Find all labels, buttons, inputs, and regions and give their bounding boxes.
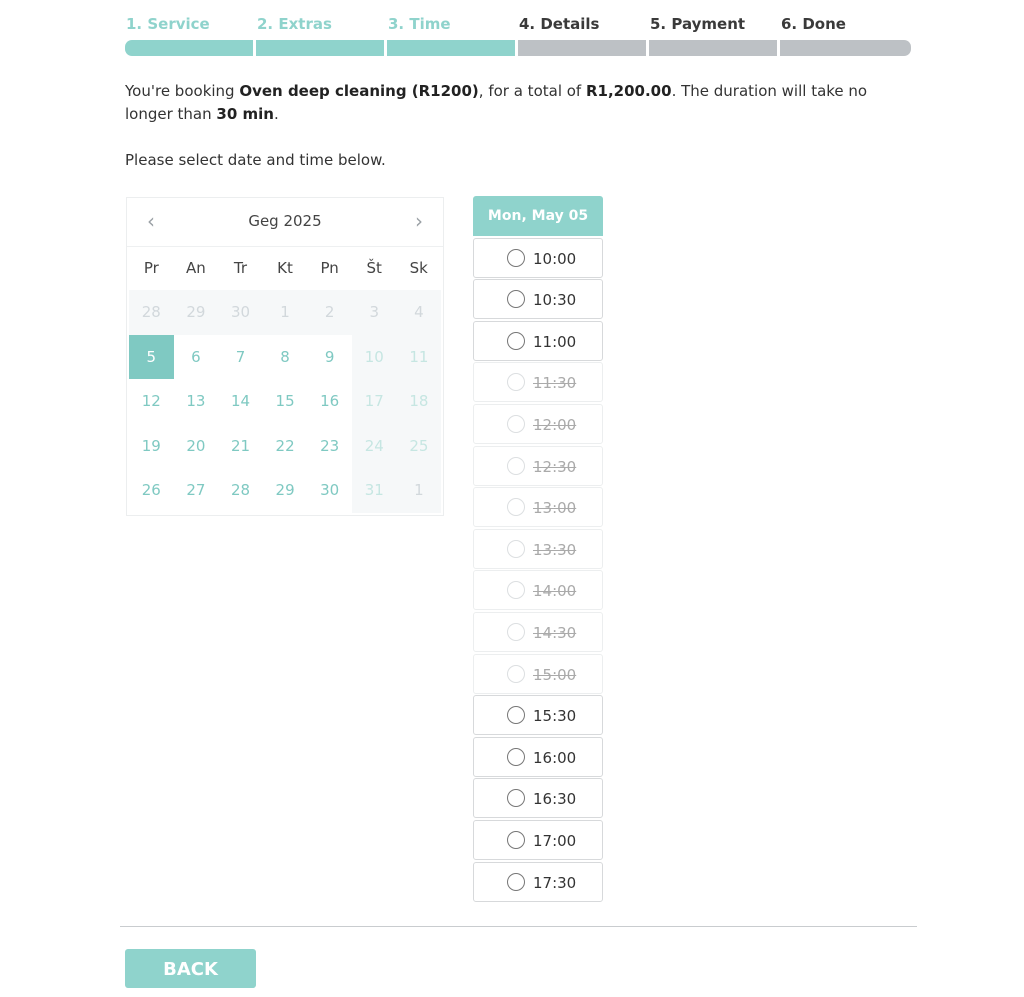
booking-summary bbox=[125, 80, 910, 126]
weekday-label: Št bbox=[366, 259, 382, 277]
calendar-day[interactable]: 17 bbox=[352, 379, 397, 424]
time-slot[interactable] bbox=[473, 862, 603, 902]
weekday-label: Sk bbox=[409, 259, 428, 277]
progress-steps bbox=[125, 14, 912, 56]
time-slot-label: 17:30 bbox=[533, 873, 577, 892]
step-bar bbox=[518, 40, 646, 56]
time-slot-label: 13:30 bbox=[533, 540, 577, 559]
weekday-label: Pr bbox=[143, 259, 159, 277]
calendar-day[interactable]: 30 bbox=[320, 481, 340, 499]
calendar-day[interactable]: 26 bbox=[141, 481, 161, 499]
chevron-left-icon[interactable]: ‹ bbox=[147, 209, 155, 233]
time-slot bbox=[473, 404, 603, 444]
radio-icon[interactable] bbox=[507, 290, 525, 308]
calendar-day: 29 bbox=[174, 290, 219, 335]
duration: 30 min bbox=[216, 105, 274, 123]
calendar-day: 30 bbox=[218, 290, 263, 335]
time-slot-label: 15:30 bbox=[533, 707, 577, 726]
chevron-right-icon[interactable]: › bbox=[415, 209, 423, 233]
total-price: R1,200.00 bbox=[585, 82, 672, 100]
radio-icon bbox=[507, 540, 525, 558]
summary-text: . The duration will take no longer than bbox=[125, 82, 868, 123]
time-slot bbox=[473, 362, 603, 402]
calendar-day[interactable]: 18 bbox=[397, 379, 442, 424]
calendar-day[interactable]: 28 bbox=[230, 481, 251, 499]
back-button[interactable]: BACK bbox=[125, 949, 256, 988]
calendar-day[interactable]: 13 bbox=[186, 392, 206, 410]
radio-icon[interactable] bbox=[507, 706, 525, 724]
calendar-day[interactable]: 6 bbox=[191, 347, 201, 366]
radio-icon[interactable] bbox=[507, 332, 525, 350]
calendar-day[interactable]: 15 bbox=[275, 392, 295, 410]
date-picker bbox=[126, 197, 444, 516]
radio-icon[interactable] bbox=[507, 873, 525, 891]
radio-icon[interactable] bbox=[507, 748, 525, 766]
calendar-day[interactable]: 29 bbox=[275, 481, 295, 499]
time-slot-label: 11:30 bbox=[533, 374, 577, 393]
calendar-day: 4 bbox=[397, 290, 442, 335]
time-slot-label: 10:00 bbox=[533, 249, 577, 268]
calendar-day[interactable]: 9 bbox=[324, 347, 335, 366]
time-slot-label: 14:00 bbox=[533, 582, 577, 601]
time-slot[interactable] bbox=[473, 695, 603, 735]
calendar-day[interactable]: 23 bbox=[320, 436, 340, 455]
time-slot-label: 13:00 bbox=[533, 499, 577, 518]
calendar-day[interactable]: 14 bbox=[230, 392, 251, 410]
radio-icon[interactable] bbox=[507, 831, 525, 849]
time-slot[interactable] bbox=[473, 820, 603, 860]
instruction-text: Please select date and time below. bbox=[125, 151, 386, 169]
calendar-day[interactable]: 10 bbox=[352, 335, 397, 380]
calendar-day[interactable]: 7 bbox=[235, 347, 246, 366]
calendar-month-title: Geg 2025 bbox=[248, 212, 322, 230]
calendar-day-selected[interactable]: 5 bbox=[129, 335, 174, 380]
step-3 bbox=[387, 14, 518, 56]
radio-icon bbox=[507, 457, 525, 475]
calendar-day: 1 bbox=[397, 468, 442, 513]
calendar-header bbox=[127, 198, 443, 247]
time-slot-label: 14:30 bbox=[533, 623, 577, 642]
step-bar bbox=[256, 40, 384, 56]
time-slot-label: 12:00 bbox=[533, 415, 577, 434]
calendar-day[interactable]: 31 bbox=[352, 468, 397, 513]
step-2 bbox=[256, 14, 387, 56]
step-bar bbox=[649, 40, 777, 56]
step-label: 6. Done bbox=[781, 15, 846, 33]
service-name: Oven deep cleaning (R1200) bbox=[239, 82, 479, 100]
calendar-day[interactable]: 19 bbox=[141, 436, 161, 455]
calendar-day[interactable]: 11 bbox=[397, 335, 442, 380]
step-label: 1. Service bbox=[126, 15, 210, 33]
step-label: 5. Payment bbox=[650, 15, 746, 33]
radio-icon bbox=[507, 415, 525, 433]
calendar-day[interactable]: 16 bbox=[320, 392, 340, 410]
calendar-day: 28 bbox=[129, 290, 174, 335]
calendar-day[interactable]: 25 bbox=[397, 424, 442, 469]
weekday-label: Tr bbox=[233, 259, 247, 277]
time-slot[interactable] bbox=[473, 279, 603, 319]
step-bar bbox=[387, 40, 515, 56]
time-slot-label: 17:00 bbox=[533, 831, 577, 850]
calendar-day: 1 bbox=[263, 290, 308, 335]
time-slot bbox=[473, 570, 603, 610]
radio-icon[interactable] bbox=[507, 789, 525, 807]
time-slot bbox=[473, 612, 603, 652]
time-slot bbox=[473, 654, 603, 694]
calendar-days bbox=[129, 290, 441, 513]
time-slot[interactable] bbox=[473, 737, 603, 777]
calendar-day[interactable]: 8 bbox=[280, 347, 290, 366]
time-slot-label: 11:00 bbox=[533, 332, 577, 351]
divider bbox=[120, 926, 917, 927]
step-6 bbox=[780, 14, 911, 56]
weekday-row bbox=[129, 248, 441, 288]
time-slot-list bbox=[473, 196, 603, 902]
calendar-day: 3 bbox=[352, 290, 397, 335]
time-slot bbox=[473, 487, 603, 527]
calendar-day[interactable]: 20 bbox=[186, 436, 206, 455]
step-bar bbox=[125, 40, 253, 56]
calendar-day[interactable]: 27 bbox=[186, 481, 206, 499]
radio-icon[interactable] bbox=[507, 249, 525, 267]
step-1 bbox=[125, 14, 256, 56]
calendar-day[interactable]: 12 bbox=[141, 392, 161, 410]
summary-text: . bbox=[273, 105, 279, 123]
slot-items bbox=[473, 238, 603, 902]
step-4 bbox=[518, 14, 649, 56]
radio-icon bbox=[507, 623, 525, 641]
calendar-day[interactable]: 24 bbox=[352, 424, 397, 469]
time-slot-label: 10:30 bbox=[533, 291, 577, 310]
time-slot[interactable] bbox=[473, 321, 603, 361]
time-slot[interactable] bbox=[473, 238, 603, 278]
step-bar bbox=[780, 40, 911, 56]
time-slot bbox=[473, 529, 603, 569]
time-slot-label: 16:00 bbox=[533, 748, 577, 767]
step-label: 2. Extras bbox=[257, 15, 332, 33]
calendar-day[interactable]: 22 bbox=[275, 436, 295, 455]
summary-text: You're booking bbox=[125, 82, 240, 100]
time-slot-label: 15:00 bbox=[533, 665, 577, 684]
step-5 bbox=[649, 14, 780, 56]
time-slot-label: 12:30 bbox=[533, 457, 577, 476]
radio-icon bbox=[507, 665, 525, 683]
summary-text: , for a total of bbox=[478, 82, 586, 100]
time-slot-label: 16:30 bbox=[533, 790, 577, 809]
time-slot[interactable] bbox=[473, 778, 603, 818]
calendar-day: 2 bbox=[307, 290, 352, 335]
radio-icon bbox=[507, 373, 525, 391]
weekday-label: Kt bbox=[277, 259, 293, 277]
radio-icon bbox=[507, 581, 525, 599]
calendar-day[interactable]: 21 bbox=[230, 436, 251, 455]
radio-icon bbox=[507, 498, 525, 516]
weekday-label: An bbox=[185, 259, 206, 277]
time-slot bbox=[473, 446, 603, 486]
step-label: 4. Details bbox=[519, 15, 600, 33]
slot-date-header: Mon, May 05 bbox=[473, 196, 603, 236]
step-label: 3. Time bbox=[388, 15, 451, 33]
weekday-label: Pn bbox=[320, 259, 339, 277]
